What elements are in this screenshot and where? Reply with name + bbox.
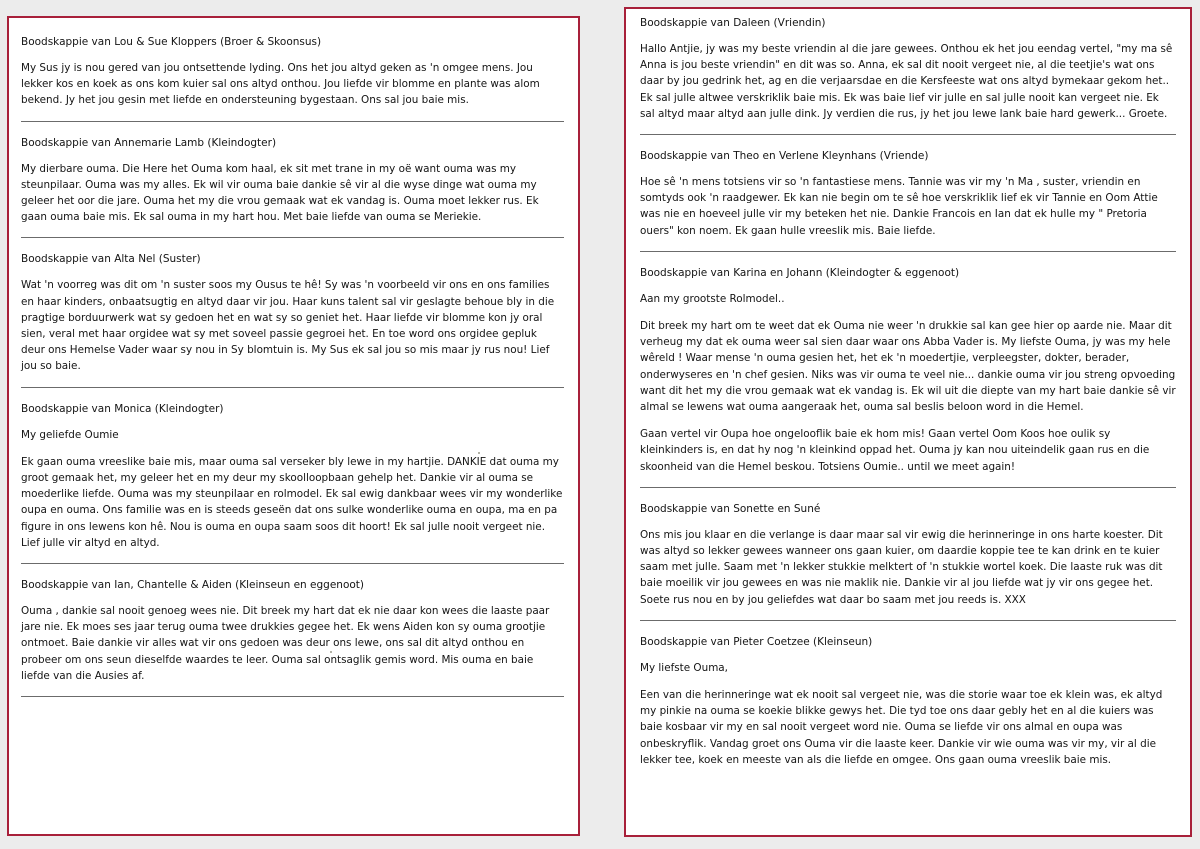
divider: [21, 121, 564, 122]
divider: [21, 387, 564, 388]
message-text: Ons mis jou klaar en die verlange is daar maar sal vir ewig die herinneringe in ons harte koester. Dit was altyd so lekker gewees wanneer ons gaan kuier, om daardie koppie tee te kan drink en te kuier saam met julle. Saam met 'n lekker stukkie melktert of 'n stukkie wortel koek. Die laaste ruk was dit baie moeilik vir jou gewees en was nie maklik nie. Dankie vir al jou liefde wat jy vir ons gegee het. Soete rus nou en by jou geliefdes wat daar bo saam met jou reeds is. XXX: [640, 528, 1163, 606]
message-alta-nel: [21, 253, 564, 387]
message-lou-sue-kloppers: [21, 36, 564, 122]
message-heading: Boodskappie van Monica (Kleindogter): [21, 402, 224, 415]
message-text: Gaan vertel vir Oupa hoe ongelooflik baie ek hom mis! Gaan vertel Oom Koos hoe oulik sy kleinkinders is, en dat hy nog 'n kleinkind oppad het. Ouma jy kan nou uiteindelik gaan rus en die skoonheid van die Hemel beskou. Totsiens Oumie.. until we meet again!: [640, 428, 1150, 473]
divider: [640, 251, 1176, 252]
message-heading: Boodskappie van Theo en Verlene Kleynhans (Vriende): [640, 150, 929, 163]
message-greeting: My liefste Ouma,: [640, 661, 728, 674]
message-text: My dierbare ouma. Die Here het Ouma kom haal, ek sit met trane in my oë want ouma was my steunpilaar. Ouma was my alles. Ek wil vir ouma baie dankie sê vir al die wyse dinge wat ouma my geleer het oor die jare. Ouma het my die vrou gemaak wat ek vandag is. Ouma moet lekker rus. Ek gaan ouma baie mis. Ek sal ouma in my hart hou. Met baie liefde van ouma se Meriekie.: [21, 162, 539, 224]
divider: [21, 237, 564, 238]
divider: [21, 696, 564, 697]
divider: [640, 487, 1176, 488]
message-heading: Boodskappie van Sonette en Suné: [640, 502, 821, 515]
message-text: Dit breek my hart om te weet dat ek Ouma nie weer 'n drukkie sal kan gee hier op aarde nie. Maar dit verheug my dat ek ouma weer sal sien daar waar ons Abba Vader is. My liefste Ouma, jy was my hele wêreld ! Waar mense 'n ouma gesien het, het ek 'n moedertjie, verpleegster, dokter, berader, onderwyseres en 'n chef gesien. Niks was vir ouma te veel nie... dankie ouma vir jou streng opvoeding want dit het my die vrou gemaak wat ek vandag is. Ek wil uit die diepte van my hart baie dankie sê vir almal se lewens wat ouma aangeraak het, ouma sal beslis beloon word in die Hemel.: [640, 320, 1176, 414]
message-greeting: Aan my grootste Rolmodel..: [640, 292, 785, 305]
message-heading: Boodskappie van Annemarie Lamb (Kleindogter): [21, 136, 277, 149]
message-text: Wat 'n voorreg was dit om 'n suster soos my Ousus te hê! Sy was 'n voorbeeld vir ons en ons families en haar kinders, onbaatsugtig en altyd daar vir jou. Haar kuns talent sal vir geslagte behoue bly in die pragtige borduurwerk wat sy gedoen het en wat sy so geniet het. Haar liefde vir blomme kon jy oral sien, veral met haar orgidee wat sy met soveel passie gegroei het. En toe word ons orgidee gepluk deur ons Hemelse Vader waar sy nou in Sy blomtuin is. My Sus ek sal jou so mis maar jy rus nou! Lief jou so baie.: [21, 279, 555, 373]
message-sonette-sune: [640, 503, 1176, 621]
paper-speck: [478, 452, 480, 454]
message-daleen: [640, 17, 1176, 135]
message-heading: Boodskappie van Lou & Sue Kloppers (Broer & Skoonsus): [21, 36, 322, 48]
message-heading: Boodskappie van Daleen (Vriendin): [640, 17, 826, 29]
message-theo-verlene-kleynhans: [640, 150, 1176, 252]
message-karina-johann: [640, 267, 1176, 488]
message-heading: Boodskappie van Pieter Coetzee (Kleinseun): [640, 635, 873, 648]
message-monica: [21, 403, 564, 564]
message-heading: Boodskappie van Alta Nel (Suster): [21, 253, 201, 266]
divider: [21, 563, 564, 564]
message-heading: Boodskappie van Ian, Chantelle & Aiden (Kleinseun en eggenoot): [21, 579, 365, 592]
message-pieter-coetzee: [640, 636, 1176, 768]
message-text: My Sus jy is nou gered van jou ontsettende lyding. Ons het jou altyd geken as 'n omgee mens. Jou lekker kos en koek as ons kom kuier sal ons altyd onthou. Jou liefde vir blomme en plante was alom bekend. Jy het jou gesin met liefde en ondersteuning bygestaan. Ons sal jou baie mis.: [21, 62, 540, 107]
left-page: [7, 16, 580, 836]
divider: [640, 134, 1176, 135]
message-heading: Boodskappie van Karina en Johann (Kleindogter & eggenoot): [640, 266, 960, 279]
right-page: [624, 7, 1192, 837]
message-text: Hoe sê 'n mens totsiens vir so 'n fantastiese mens. Tannie was vir my 'n Ma , suster, vriendin en somtyds ook 'n raadgewer. Ek kan nie begin om te sê hoe verskriklik lief ek vir Tannie en Oom Attie was nie en hoeveel julle vir my beteken het nie. Dankie Francois en Ian dat ek hulle my " Pretoria ouers" kon noem. Ek gaan hulle vreeslik mis. Baie liefde.: [640, 176, 1158, 237]
message-text: Ek gaan ouma vreeslike baie mis, maar ouma sal verseker bly lewe in my hartjie. DANKIE dat ouma my groot gemaak het, my geleer het en my deur my skoolloopbaan gehelp het. Dankie vir al ouma se moederlike liefde. Ouma was my steunpilaar en rolmodel. Ek sal ewig dankbaar wees vir my wonderlike oupa en ouma. Ons familie was en is steeds geseën dat ons sulke wonderlike ouma en oupa, ma en pa figure in ons lewens kon hê. Nou is ouma en oupa saam soos dit hoort! Ek sal julle nooit vergeet nie. Lief julle vir altyd en altyd.: [21, 455, 563, 549]
message-text: Hallo Antjie, jy was my beste vriendin al die jare gewees. Onthou ek het jou eendag vertel, "my ma sê Anna is jou beste vriendin" en dit was so. Anna, ek sal dit nooit vergeet nie, al die teetjie's wat ons daar by jou gedrink het, ag en die verjaarsdae en die Kersfeeste wat ons altyd bymekaar gekom het.. Ek sal julle altwee verskriklik baie mis. Ek was baie lief vir julle en sal julle nooit kan vergeet nie. Ek sal altyd maar altyd aan julle dink. Jy verdien die rus, jy het jou lewe lank baie hard gewerk... Groete.: [640, 43, 1173, 120]
message-greeting: My geliefde Oumie: [21, 428, 119, 441]
message-annemarie-lamb: [21, 137, 564, 239]
message-ian-chantelle-aiden: [21, 579, 564, 697]
paper-speck: [330, 651, 332, 653]
message-text: Ouma , dankie sal nooit genoeg wees nie. Dit breek my hart dat ek nie daar kon wees die laaste paar jare nie. Ek moes ses jaar terug ouma twee drukkies gegee het. Ek wens Aiden kon sy ouma grootjie ontmoet. Baie dankie vir alles wat vir ons gedoen was deur ons lewe, ons sal dit altyd onthou en probeer om ons seun dieselfde waardes te leer. Ouma sal ontsaglik gemis word. Mis ouma en baie liefde van die Ausies af.: [21, 605, 550, 682]
message-text: Een van die herinneringe wat ek nooit sal vergeet nie, was die storie waar toe ek klein was, ek altyd my pinkie na ouma se koekie blikke gewys het. Die tyd toe ons daar gebly het en al die kuiers was baie kosbaar vir my en sal nooit vergeet word nie. Ouma se liefde vir ons almal en oupa was onbeskryflik. Vandag groet ons Ouma vir die laaste keer. Dankie vir wie ouma was vir my, vir al die lekker tee, koek en meeste van als die liefde en omgee. Ons gaan ouma vreeslik baie mis.: [640, 689, 1163, 766]
divider: [640, 620, 1176, 621]
